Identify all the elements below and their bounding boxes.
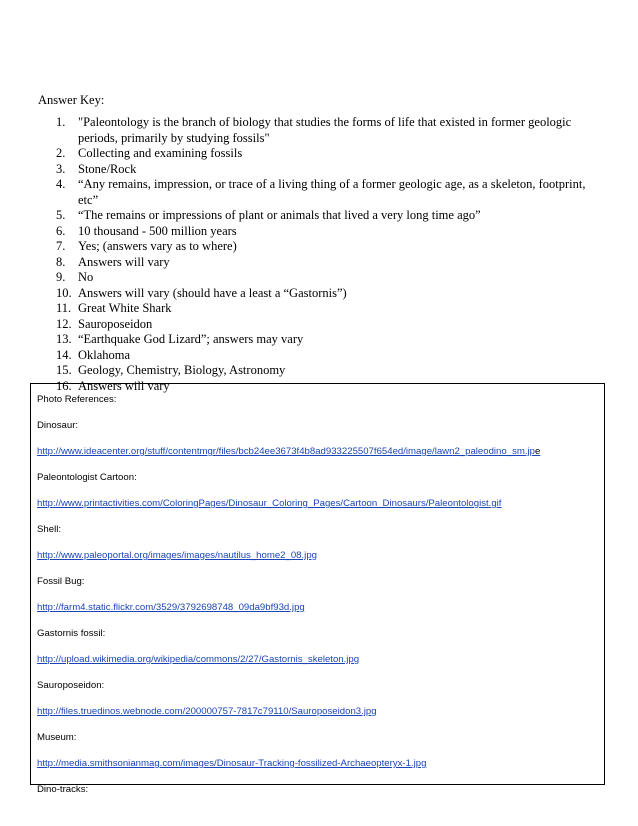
list-item [56, 224, 596, 240]
item-text: Answers will vary (should have a least a “Gastornis”) [78, 285, 347, 300]
ref-label-sauroposeidon: Sauroposeidon: [37, 680, 105, 691]
list-item [56, 255, 596, 271]
list-item [56, 348, 596, 364]
list-item [56, 146, 596, 162]
ref-label-museum: Museum: [37, 732, 77, 743]
ref-label-gastornis: Gastornis fossil: [37, 628, 106, 639]
item-number: 1. [56, 115, 66, 129]
item-text: “Earthquake God Lizard”; answers may vary [78, 332, 304, 346]
list-item [56, 286, 596, 302]
item-number: 10. [56, 285, 72, 300]
ref-link-dinosaur[interactable] [37, 445, 598, 458]
ref-link-sauroposeidon[interactable]: http://files.truedinos.webnode.com/200000757-7817c79110/Sauroposeidon3.jpg [37, 706, 377, 717]
ref-link-cartoon[interactable]: http://www.printactivities.com/ColoringPages/Dinosaur_Coloring_Pages/Cartoon_Dinosaurs/Paleontologist.gif [37, 498, 502, 509]
item-text: “The remains or impressions of plant or animals that lived a very long time ago” [78, 208, 481, 222]
ref-label-dinosaur: Dinosaur: [37, 420, 79, 431]
item-number: 5. [56, 208, 66, 222]
list-item [56, 317, 596, 333]
item-text: “Any remains, impression, or trace of a living thing of a former geologic age, as a skeleton, footprint, etc” [78, 177, 586, 207]
item-number: 16. [56, 378, 72, 393]
list-item [56, 270, 596, 286]
item-number: 11. [56, 301, 72, 315]
list-item [56, 239, 596, 255]
item-text: No [78, 270, 94, 284]
list-item [56, 363, 596, 379]
item-number: 6. [56, 223, 66, 238]
ref-link-fossil-bug[interactable]: http://farm4.static.flickr.com/3529/3792698748_09da9bf93d.jpg [37, 602, 305, 613]
item-text: Geology, Chemistry, Biology, Astronomy [78, 363, 286, 377]
item-text: Oklahoma [78, 347, 131, 362]
ref-link-shell[interactable]: http://www.paleoportal.org/images/images/nautilus_home2_08.jpg [37, 550, 317, 561]
ref-label-shell: Shell: [37, 524, 61, 535]
item-number: 7. [56, 239, 66, 253]
item-text: Answers will vary [78, 378, 170, 393]
answer-list [56, 115, 596, 394]
photo-references-title: Photo References: [37, 394, 117, 405]
ref-link-gastornis[interactable]: http://upload.wikimedia.org/wikipedia/commons/2/27/Gastornis_skeleton.jpg [37, 654, 360, 665]
list-item [56, 115, 596, 146]
list-item [56, 332, 596, 348]
list-item [56, 208, 596, 224]
ref-label-dino-tracks: Dino-tracks: [37, 784, 89, 795]
item-text: Stone/Rock [78, 161, 137, 176]
answer-key-title: Answer Key: [38, 93, 105, 107]
list-item [56, 301, 596, 317]
item-text: Collecting and examining fossils [78, 146, 243, 160]
item-text: Answers will vary [78, 254, 170, 269]
item-text: Yes; (answers vary as to where) [78, 239, 237, 253]
ref-url-tail: e [534, 446, 541, 457]
item-text: Sauroposeidon [78, 316, 153, 331]
item-number: 2. [56, 146, 66, 160]
item-number: 15. [56, 363, 72, 377]
item-number: 12. [56, 316, 72, 331]
item-number: 3. [56, 161, 66, 176]
item-number: 4. [56, 177, 66, 191]
item-number: 13. [56, 332, 72, 346]
item-number: 8. [56, 254, 66, 269]
item-text: 10 thousand - 500 million years [78, 223, 237, 238]
item-number: 9. [56, 270, 66, 284]
list-item [56, 162, 596, 178]
ref-label-fossil-bug: Fossil Bug: [37, 576, 85, 587]
item-text: Great White Shark [78, 301, 172, 315]
item-number: 14. [56, 347, 72, 362]
list-item [56, 177, 596, 208]
item-text: "Paleontology is the branch of biology that studies the forms of life that existed in former geologic periods, primarily by studying fossils" [78, 115, 572, 145]
photo-references-box [30, 383, 605, 795]
ref-url[interactable]: http://www.ideacenter.org/stuff/contentmgr/files/bcb24ee3673f4b8ad933225507f654ed/image/lawn2_paleodino_sm.jp [37, 446, 535, 457]
ref-link-museum[interactable]: http://media.smithsonianmag.com/images/Dinosaur-Tracking-fossilized-Archaeopteryx-1.jpg [37, 758, 427, 769]
ref-label-cartoon: Paleontologist Cartoon: [37, 472, 137, 483]
